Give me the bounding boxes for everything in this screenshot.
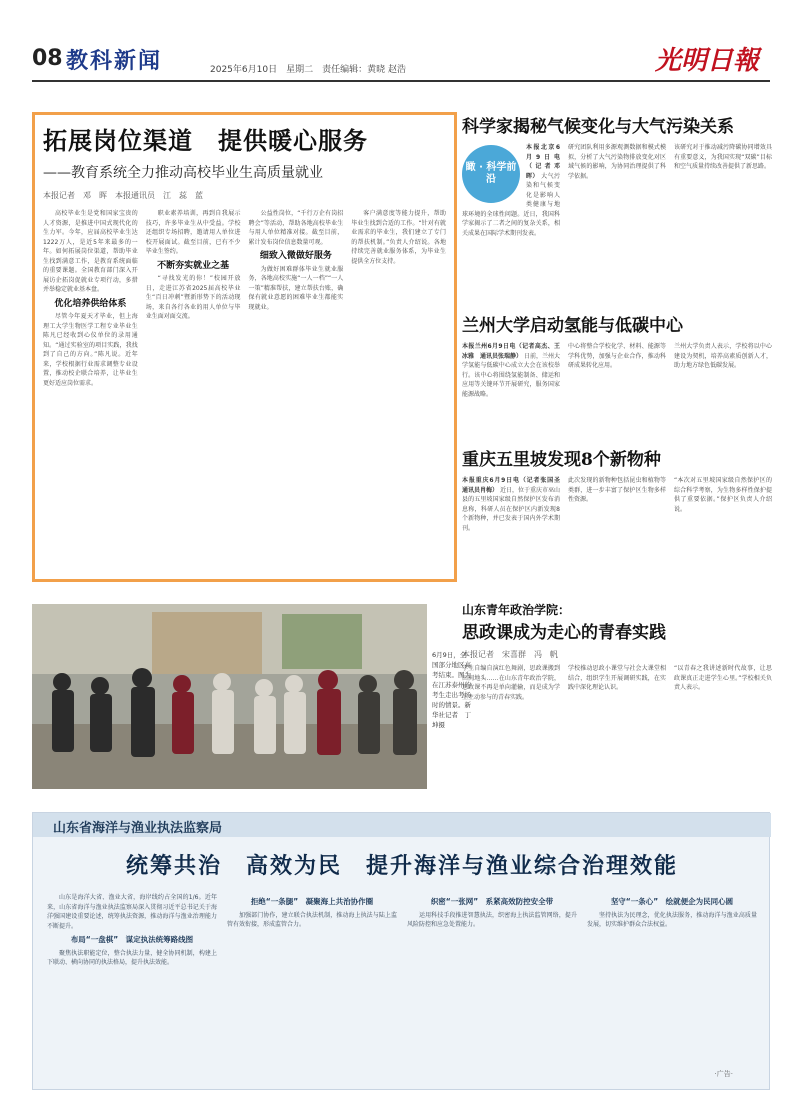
advertorial-banner[interactable] (32, 812, 770, 1090)
paragraph: 近日，位于重庆市巫山县的五里坡国家级自然保护区发布消息称，科研人员在保护区内新发现8个新物种，并已发表于国内外学术期刊。 (462, 486, 560, 532)
banner-subhead: 织密“一张网” 系紧高效防控安全带 (430, 897, 554, 906)
story-col (462, 342, 560, 399)
news-photo[interactable] (32, 604, 427, 789)
story-climate[interactable] (462, 112, 772, 307)
subhead: 不断夯实就业之基 (157, 260, 230, 271)
banner-subhead: 坚守“一条心” 绘就便企为民同心圆 (610, 897, 734, 906)
banner-organization: 山东省海洋与渔业执法监察局 (53, 821, 223, 836)
paragraph: 公益性岗位，“千行万企有岗招聘会”等活动，帮助各地高校毕业生与用人单位精准对接。截至目前，累计发布岗位信息数量可观。 (248, 210, 344, 246)
featured-col-4 (351, 209, 446, 390)
story-col (462, 476, 567, 533)
photo-caption: 6月9日，全国部分地区高考结束。图为在江苏泰州的考生走出考场时的情景。新华社记者 丁坤摄 (432, 651, 471, 729)
story-col: 中心将整合学校化学、材料、能源等学科优势，加强与企业合作，推动科研成果转化应用。 (568, 343, 666, 369)
banner-col-4 (587, 893, 757, 1083)
story-headline: 兰州大学启动氢能与低碳中心 (462, 316, 683, 336)
banner-subhead: 拒绝“一条腿” 凝聚海上共治协作圈 (250, 897, 374, 906)
story-col: 学生自编自演红色舞剧，思政课搬到田间地头……在山东青年政治学院，思政课不再是单向灌输，而是成为学生主动参与的青春实践。 (462, 665, 560, 701)
paragraph: 大气污染和气候变化是影响人类健康与地球环境的全球性问题。近日，我国科学家揭示了二者之间的复杂关系，相关成果在国际学术期刊发表。 (462, 172, 560, 237)
paragraph: 客户满意度等能力提升，帮助毕业生找到合适的工作。“针对有就业需求的毕业生，我们建立了专门的帮扶机制。”负责人介绍说。各地持续完善就业服务体系，为毕业生提供全方位支持。 (351, 210, 446, 265)
story-lanzhou[interactable] (462, 311, 772, 441)
story-headline: 科学家揭秘气候变化与大气污染关系 (462, 117, 734, 137)
dateline: 本报重庆6月9日电（记者张国圣 通讯员肖梅） (462, 477, 567, 494)
story-headline: 重庆五里坡发现8个新物种 (462, 450, 661, 470)
issue-meta: 2025年6月10日 星期二 责任编辑：黄晓 赵浩 (210, 65, 406, 75)
featured-col-1 (43, 209, 138, 390)
story-col: 此次发现的新物种包括昆虫和植物等类群，进一步丰富了保护区生物多样性资源。 (568, 477, 666, 503)
banner-header-bar (33, 813, 771, 837)
subhead: 细致入微做好服务 (259, 251, 332, 261)
story-col: 兰州大学负责人表示，学校将以中心建设为契机，培养高素质创新人才，助力地方绿色低碳发展。 (674, 343, 772, 369)
featured-article[interactable] (32, 112, 457, 582)
paragraph: 坚持执法为民理念，优化执法服务，推动海洋与渔业高质量发展，切实维护群众合法权益。 (587, 911, 757, 928)
banner-headline: 统筹共治 高效为民 提升海洋与渔业综合治理效能 (125, 853, 678, 879)
story-col: 该研究对于推动减污降碳协同增效具有重要意义，为我国实现“双碳”目标和空气质量持续改善提供了新思路。 (674, 144, 772, 170)
banner-col-2 (227, 893, 397, 1083)
paragraph: 日前，兰州大学氢能与低碳中心成立大会在该校举行。该中心将围绕氢能制备、储运和应用等关键环节开展研究，服务国家能源战略。 (462, 352, 560, 398)
story-byline: 本报记者 宋喜群 冯 帆 (462, 650, 558, 659)
paragraph: 运用科技手段推进智慧执法，织密海上执法监管网络，提升风险防控和应急处置能力。 (407, 911, 577, 928)
featured-body (43, 209, 446, 390)
subhead: 优化培养供给体系 (54, 298, 127, 309)
banner-col-1 (47, 893, 217, 1083)
newspaper-logo: 光明日報 (655, 46, 760, 76)
paragraph: 山东是海洋大省、渔业大省，海岸线约占全国的1/6。近年来，山东省海洋与渔业执法监察局深入贯彻习近平总书记关于海洋强国建设重要论述，统筹执法资源，推动海洋与渔业治理能力不断提升。 (47, 894, 217, 930)
featured-headline: 拓展岗位渠道 提供暖心服务 (43, 126, 368, 155)
paragraph: 尽管今年夏天才毕业，但上海理工大学生物医学工程专业毕业生陈凡已经收到心仪单位的录用通知。“通过实验室的项目实践，我找到了自己的方向。”陈凡说。近年来，学校根据行业需求调整专业设置，推动校企联合培养，让毕业生更好适应岗位需求。 (43, 313, 138, 387)
featured-col-2 (146, 209, 241, 390)
paragraph: 加强部门协作，建立联合执法机制，推动海上执法与陆上监管有效衔接，形成监管合力。 (227, 911, 397, 928)
story-chongqing[interactable] (462, 445, 772, 595)
ad-label: ·广告· (714, 1070, 733, 1078)
header-rule (32, 80, 770, 82)
story-shandong-youth[interactable] (462, 601, 772, 791)
featured-subheadline: ——教育系统全力推动高校毕业生高质量就业 (43, 165, 323, 181)
banner-body (47, 893, 757, 1083)
featured-byline: 本报记者 邓 晖 本报通讯员 江 蕊 蓝 (43, 191, 203, 200)
paragraph: 聚焦执法职能定位，整合执法力量，健全协同机制，构建上下联动、横向协同的执法格局，提升执法效能。 (47, 949, 217, 966)
dateline: 本报北京6月9日电（记者邓晖） (526, 144, 560, 180)
paragraph: 为做好困难群体毕业生就业服务，各地高校实施“一人一档”“一人一策”精准帮扶，建立帮扶台账，确保有就业意愿的困难毕业生都能实现就业。 (248, 265, 344, 311)
story-headline: 思政课成为走心的青春实践 (462, 623, 666, 643)
banner-subhead: 布局“一盘棋” 谋定执法统筹路线图 (70, 935, 194, 944)
story-col (462, 143, 560, 238)
page-number: 08 (32, 46, 63, 71)
featured-col-3 (249, 209, 344, 390)
story-kicker: 山东青年政治学院： (462, 603, 571, 617)
paragraph: 高校毕业生是党和国家宝贵的人才资源，是推进中国式现代化的生力军。今年，应届高校毕业生达1222万人，是近5年来最多的一年。如何拓展岗位渠道，帮助毕业生找到满意工作，是教育系统面临的重要课题。全国教育部门深入开展访企拓岗促就业专项行动，多措并举稳定就业基本盘。 (43, 210, 138, 293)
column-badge-icon: 瞰 · 科学前沿 (462, 145, 520, 203)
paragraph: 职业素养培训，再到自我展示技巧，许多毕业生从中受益。学校还组织专场招聘，邀请用人单位进校开展面试。截至目前，已有不少毕业生签约。 (145, 210, 241, 255)
story-col: 学校推动思政小课堂与社会大课堂相结合，组织学生开展调研实践，在实践中深化理论认识。 (568, 665, 666, 691)
banner-col-3 (407, 893, 577, 1083)
section-title: 教科新闻 (66, 48, 163, 74)
right-column (462, 112, 772, 791)
story-col: 研究团队利用多源观测数据和模式模拟，分析了大气污染物排放变化对区域气候的影响，为协同治理提供了科学依据。 (568, 144, 666, 180)
paragraph: “寻找发光的你！”校园开放日，走进江苏省2025届高校毕业生“百日冲刺”暨新形势下的活动现场，来自各行各业的用人单位与毕业生面对面交流。 (145, 275, 241, 320)
story-col: “本次对五里坡国家级自然保护区的综合科学考察，为生物多样性保护提供了重要依据。”保护区负责人介绍说。 (674, 477, 772, 513)
dateline: 本报兰州6月9日电（记者高杰、王冰雅 通讯员张瑞静） (462, 343, 560, 360)
masthead (0, 0, 800, 100)
story-col: “以青春之我讲述新时代故事，让思政课真正走进学生心里。”学校相关负责人表示。 (674, 665, 772, 691)
